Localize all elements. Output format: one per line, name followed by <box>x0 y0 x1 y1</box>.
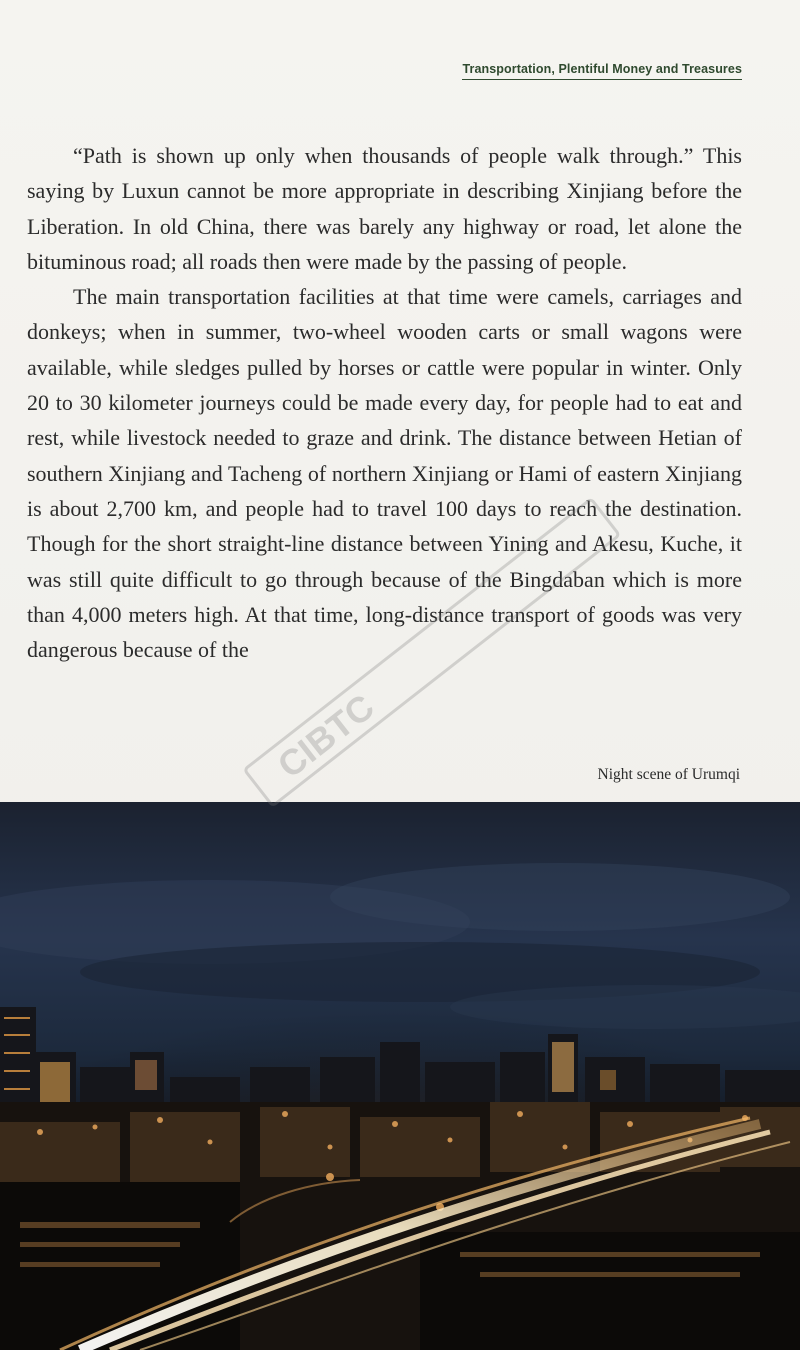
photo-caption: Night scene of Urumqi <box>597 766 740 783</box>
paragraph-2: The main transportation facilities at that time were camels, carriages and donkeys; when in summer, two-wheel wooden carts or small wagons were available, while sledges pulled by horses or cattle were popular in winter. Only 20 to 30 kilometer journeys could be made every day, for people had to eat and rest, while livestock needed to graze and drink. The distance between Hetian of southern Xinjiang and Tacheng of northern Xinjiang or Hami of eastern Xinjiang is about 2,700 km, and people had to travel 100 days to reach the destination. Though for the short straight-line distance between Yining and Akesu, Kuche, it was still quite difficult to go through because of the Bingdaban which is more than 4,000 meters high. At that time, long-distance transport of goods was very dangerous because of the <box>27 284 742 663</box>
running-header: Transportation, Plentiful Money and Treasures <box>462 62 742 80</box>
body-text <box>27 138 742 667</box>
watermark-text: CIBTC <box>269 685 382 786</box>
night-city-photo <box>0 802 800 1350</box>
paragraph-1: “Path is shown up only when thousands of people walk through.” This saying by Luxun cannot be more appropriate in describing Xinjiang before the Liberation. In old China, there was barely any highway or road, let alone the bituminous road; all roads then were made by the passing of people. <box>27 143 742 274</box>
